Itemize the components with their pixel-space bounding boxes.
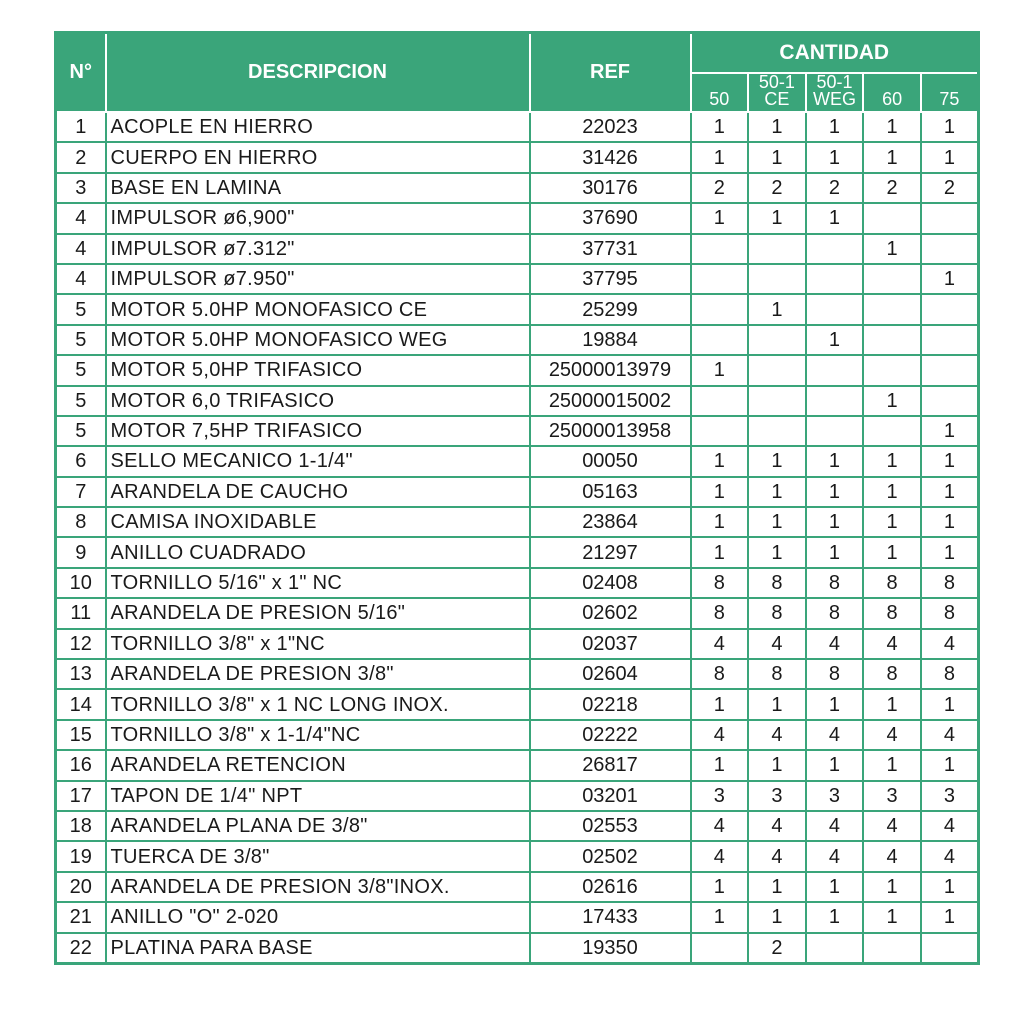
header-model-50-1-weg: 50-1 WEG [806,73,864,112]
row-quantity [806,416,864,446]
row-quantity: 1 [863,234,921,264]
row-description: ARANDELA DE PRESION 3/8" [106,659,530,689]
row-ref: 23864 [530,507,691,537]
row-description: SELLO MECANICO 1-1/4" [106,446,530,476]
row-quantity: 8 [863,568,921,598]
row-number: 12 [56,629,106,659]
row-number: 19 [56,841,106,871]
row-ref: 25299 [530,294,691,324]
row-quantity: 1 [691,537,749,567]
row-quantity: 1 [748,902,806,932]
row-quantity: 4 [691,811,749,841]
row-quantity: 1 [748,142,806,172]
row-description: MOTOR 5.0HP MONOFASICO CE [106,294,530,324]
row-quantity: 8 [863,659,921,689]
row-quantity [863,416,921,446]
row-number: 20 [56,872,106,902]
row-quantity [691,294,749,324]
row-quantity: 8 [691,568,749,598]
row-number: 4 [56,234,106,264]
table-row [56,477,979,507]
table-row [56,841,979,871]
row-quantity: 4 [691,629,749,659]
row-quantity: 1 [921,537,979,567]
row-number: 14 [56,689,106,719]
row-quantity: 1 [748,872,806,902]
row-quantity [691,325,749,355]
row-description: MOTOR 5.0HP MONOFASICO WEG [106,325,530,355]
table-row [56,173,979,203]
row-number: 8 [56,507,106,537]
row-quantity [863,264,921,294]
table-row [56,294,979,324]
row-description: TORNILLO 5/16" x 1" NC [106,568,530,598]
header-model-50-1-ce: 50-1 CE [748,73,806,112]
table-row [56,659,979,689]
row-quantity: 1 [806,689,864,719]
table-row [56,872,979,902]
row-description: MOTOR 5,0HP TRIFASICO [106,355,530,385]
row-quantity: 1 [748,112,806,142]
row-quantity: 2 [921,173,979,203]
row-quantity [863,933,921,964]
row-quantity: 4 [806,629,864,659]
row-quantity: 1 [748,537,806,567]
row-number: 9 [56,537,106,567]
header-model-75: 75 [921,73,979,112]
row-quantity: 1 [863,689,921,719]
parts-table [54,31,980,965]
table-row [56,811,979,841]
row-quantity: 8 [691,598,749,628]
row-quantity: 1 [691,203,749,233]
table-row [56,781,979,811]
row-quantity: 1 [863,902,921,932]
row-quantity: 1 [806,325,864,355]
header-number: N° [56,33,106,113]
row-ref: 19350 [530,933,691,964]
row-quantity: 3 [863,781,921,811]
row-ref: 02218 [530,689,691,719]
row-quantity [748,355,806,385]
row-quantity: 1 [691,750,749,780]
row-quantity: 1 [806,902,864,932]
row-quantity: 1 [863,872,921,902]
row-quantity: 8 [748,659,806,689]
row-description: IMPULSOR ø7.950" [106,264,530,294]
table-row [56,629,979,659]
row-quantity: 8 [921,568,979,598]
row-quantity: 4 [806,720,864,750]
row-quantity: 3 [748,781,806,811]
row-number: 18 [56,811,106,841]
row-quantity: 1 [863,750,921,780]
row-quantity: 4 [748,629,806,659]
row-ref: 00050 [530,446,691,476]
row-quantity [691,234,749,264]
row-ref: 02616 [530,872,691,902]
row-quantity: 8 [863,598,921,628]
row-quantity: 1 [921,689,979,719]
table-row [56,902,979,932]
row-quantity: 1 [921,872,979,902]
row-description: ARANDELA DE PRESION 5/16" [106,598,530,628]
row-description: CAMISA INOXIDABLE [106,507,530,537]
row-quantity [806,294,864,324]
row-ref: 03201 [530,781,691,811]
row-quantity: 3 [806,781,864,811]
row-description: TORNILLO 3/8" x 1 NC LONG INOX. [106,689,530,719]
row-number: 4 [56,264,106,294]
table-row [56,142,979,172]
table-row [56,720,979,750]
row-quantity: 1 [921,416,979,446]
row-quantity [806,264,864,294]
row-quantity: 1 [691,112,749,142]
table-header [56,33,979,113]
row-quantity: 1 [921,507,979,537]
row-number: 6 [56,446,106,476]
row-quantity: 1 [691,507,749,537]
row-quantity: 2 [748,173,806,203]
row-number: 15 [56,720,106,750]
row-number: 10 [56,568,106,598]
row-description: TORNILLO 3/8" x 1-1/4"NC [106,720,530,750]
row-quantity [921,933,979,964]
row-ref: 02222 [530,720,691,750]
row-number: 5 [56,386,106,416]
row-quantity: 1 [748,446,806,476]
row-quantity: 1 [863,142,921,172]
row-ref: 02502 [530,841,691,871]
header-ref: REF [530,33,691,113]
table-row [56,112,979,142]
row-quantity: 8 [921,659,979,689]
row-quantity: 1 [691,902,749,932]
table-row [56,598,979,628]
row-description: ARANDELA PLANA DE 3/8" [106,811,530,841]
table-row [56,355,979,385]
row-quantity: 4 [921,629,979,659]
row-quantity: 1 [921,446,979,476]
row-quantity: 1 [806,872,864,902]
row-ref: 30176 [530,173,691,203]
table-row [56,689,979,719]
row-ref: 05163 [530,477,691,507]
row-quantity [748,234,806,264]
table-row [56,386,979,416]
row-quantity: 1 [863,477,921,507]
table-row [56,537,979,567]
row-quantity: 4 [691,720,749,750]
row-quantity: 1 [806,112,864,142]
row-quantity: 4 [806,811,864,841]
row-ref: 37690 [530,203,691,233]
row-quantity: 1 [691,446,749,476]
row-ref: 02037 [530,629,691,659]
row-ref: 02602 [530,598,691,628]
row-quantity [691,386,749,416]
row-quantity [806,386,864,416]
row-description: BASE EN LAMINA [106,173,530,203]
row-description: MOTOR 6,0 TRIFASICO [106,386,530,416]
row-quantity: 2 [748,933,806,964]
row-quantity: 4 [921,841,979,871]
row-quantity: 4 [863,811,921,841]
row-number: 7 [56,477,106,507]
row-description: PLATINA PARA BASE [106,933,530,964]
row-quantity: 2 [863,173,921,203]
row-quantity [921,234,979,264]
row-quantity: 1 [863,507,921,537]
row-quantity [806,933,864,964]
row-quantity: 1 [748,750,806,780]
row-quantity: 2 [806,173,864,203]
row-quantity [863,325,921,355]
header-model-60: 60 [863,73,921,112]
row-quantity: 1 [748,477,806,507]
header-cantidad: CANTIDAD [691,33,979,74]
table-row [56,416,979,446]
row-number: 16 [56,750,106,780]
row-quantity [921,325,979,355]
row-number: 21 [56,902,106,932]
row-description: IMPULSOR ø7.312" [106,234,530,264]
row-quantity: 1 [691,355,749,385]
row-quantity: 1 [691,477,749,507]
row-quantity: 1 [806,446,864,476]
row-number: 13 [56,659,106,689]
row-quantity [806,234,864,264]
row-quantity [921,203,979,233]
row-description: ARANDELA DE PRESION 3/8"INOX. [106,872,530,902]
row-description: ANILLO "O" 2-020 [106,902,530,932]
row-quantity: 8 [691,659,749,689]
table-row [56,203,979,233]
row-description: TUERCA DE 3/8" [106,841,530,871]
row-quantity: 8 [748,568,806,598]
row-quantity: 1 [921,750,979,780]
row-quantity: 8 [806,598,864,628]
row-quantity [748,386,806,416]
row-ref: 31426 [530,142,691,172]
row-quantity: 8 [921,598,979,628]
row-quantity: 1 [921,902,979,932]
row-quantity: 1 [691,872,749,902]
row-description: ARANDELA DE CAUCHO [106,477,530,507]
row-quantity [748,325,806,355]
row-description: CUERPO EN HIERRO [106,142,530,172]
row-number: 17 [56,781,106,811]
row-ref: 26817 [530,750,691,780]
row-quantity: 4 [691,841,749,871]
table-row [56,568,979,598]
row-ref: 19884 [530,325,691,355]
row-quantity: 4 [921,720,979,750]
row-quantity: 1 [691,689,749,719]
row-quantity: 8 [806,568,864,598]
row-number: 1 [56,112,106,142]
row-quantity: 1 [863,112,921,142]
table-row [56,325,979,355]
row-quantity [691,264,749,294]
row-description: MOTOR 7,5HP TRIFASICO [106,416,530,446]
table-row [56,446,979,476]
row-quantity: 1 [806,507,864,537]
row-ref: 25000015002 [530,386,691,416]
row-quantity [806,355,864,385]
row-description: ANILLO CUADRADO [106,537,530,567]
row-description: IMPULSOR ø6,900" [106,203,530,233]
row-quantity: 1 [921,112,979,142]
row-quantity: 8 [748,598,806,628]
row-ref: 25000013979 [530,355,691,385]
row-quantity [921,386,979,416]
row-quantity: 3 [691,781,749,811]
row-quantity: 3 [921,781,979,811]
row-ref: 37731 [530,234,691,264]
table-row [56,750,979,780]
parts-table-container [54,31,977,965]
row-quantity: 1 [748,294,806,324]
row-number: 22 [56,933,106,964]
row-quantity [863,355,921,385]
row-quantity [921,294,979,324]
row-quantity: 1 [748,507,806,537]
row-quantity: 1 [806,477,864,507]
row-number: 5 [56,355,106,385]
row-quantity: 1 [863,537,921,567]
row-quantity: 1 [806,750,864,780]
table-row [56,264,979,294]
row-quantity: 1 [921,264,979,294]
row-description: ARANDELA RETENCION [106,750,530,780]
row-quantity: 4 [921,811,979,841]
table-body [56,112,979,963]
table-row [56,933,979,964]
row-quantity: 4 [748,720,806,750]
row-quantity: 1 [748,203,806,233]
row-number: 11 [56,598,106,628]
row-quantity: 1 [921,142,979,172]
row-quantity: 4 [748,811,806,841]
row-number: 4 [56,203,106,233]
row-number: 5 [56,294,106,324]
row-quantity: 8 [806,659,864,689]
row-ref: 22023 [530,112,691,142]
row-quantity: 4 [806,841,864,871]
row-quantity: 1 [748,689,806,719]
row-ref: 17433 [530,902,691,932]
row-quantity [863,203,921,233]
row-quantity [691,933,749,964]
header-model-50: 50 [691,73,749,112]
row-number: 5 [56,416,106,446]
row-quantity [748,264,806,294]
row-ref: 21297 [530,537,691,567]
header-description: DESCRIPCION [106,33,530,113]
row-quantity [921,355,979,385]
row-number: 3 [56,173,106,203]
row-ref: 25000013958 [530,416,691,446]
row-quantity [863,294,921,324]
row-description: TAPON DE 1/4" NPT [106,781,530,811]
row-quantity: 2 [691,173,749,203]
row-number: 2 [56,142,106,172]
row-ref: 37795 [530,264,691,294]
row-quantity: 4 [863,629,921,659]
row-quantity: 1 [806,203,864,233]
row-quantity: 4 [748,841,806,871]
row-number: 5 [56,325,106,355]
row-quantity: 4 [863,720,921,750]
table-row [56,234,979,264]
row-description: TORNILLO 3/8" x 1"NC [106,629,530,659]
row-quantity [748,416,806,446]
row-quantity: 4 [863,841,921,871]
row-quantity: 1 [863,386,921,416]
row-quantity [691,416,749,446]
row-quantity: 1 [691,142,749,172]
row-description: ACOPLE EN HIERRO [106,112,530,142]
table-row [56,507,979,537]
row-ref: 02604 [530,659,691,689]
row-ref: 02408 [530,568,691,598]
row-quantity: 1 [806,142,864,172]
row-ref: 02553 [530,811,691,841]
row-quantity: 1 [863,446,921,476]
row-quantity: 1 [806,537,864,567]
row-quantity: 1 [921,477,979,507]
